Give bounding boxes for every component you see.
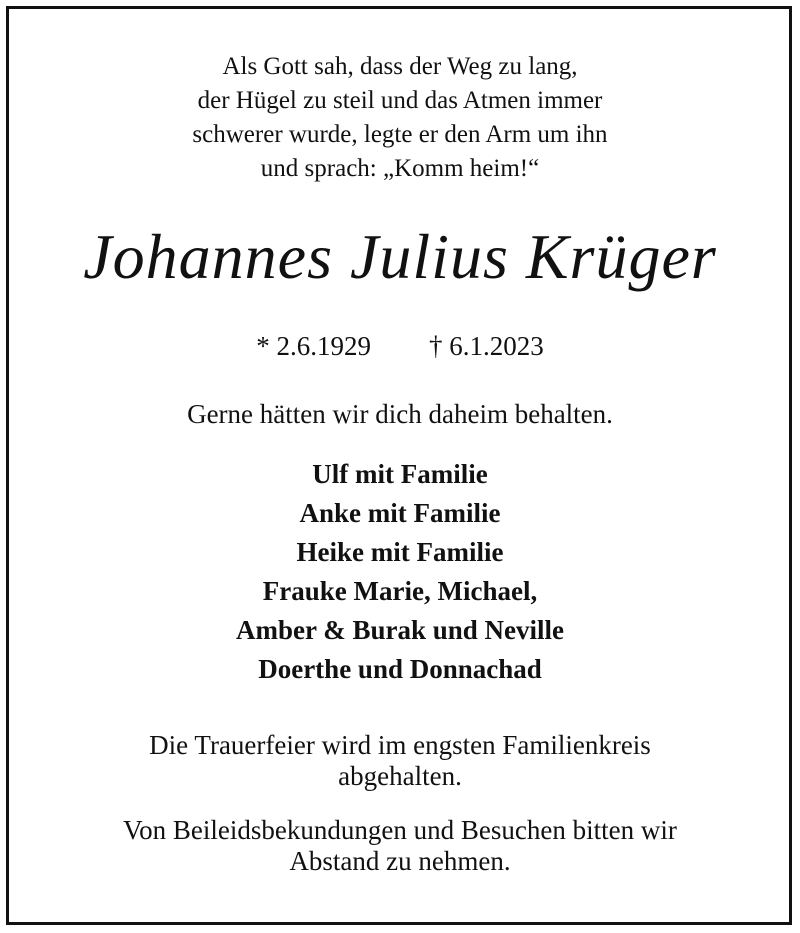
death-date: † 6.1.2023 — [429, 331, 544, 361]
mourners-list — [0, 455, 800, 689]
notice-line: Von Beileidsbekundungen und Besuchen bitten wir — [123, 815, 677, 845]
mourner-line: Ulf mit Familie — [312, 459, 488, 489]
funeral-notice — [0, 730, 800, 792]
memorial-poem — [0, 50, 800, 186]
notice-line: Abstand zu nehmen. — [289, 846, 511, 876]
poem-line: schwerer wurde, legte er den Arm um ihn — [192, 121, 608, 148]
mourner-line: Doerthe und Donnachad — [258, 654, 542, 684]
notice-line: Die Trauerfeier wird im engsten Familienkreis — [149, 730, 651, 760]
poem-line: der Hügel zu steil und das Atmen immer — [197, 87, 603, 114]
mourner-line: Amber & Burak und Neville — [235, 615, 565, 645]
birth-date: * 2.6.1929 — [256, 331, 371, 361]
farewell-line: Gerne hätten wir dich daheim behalten. — [187, 399, 613, 429]
poem-line: Als Gott sah, dass der Weg zu lang, — [222, 53, 578, 80]
condolence-notice — [0, 815, 800, 877]
mourner-line: Heike mit Familie — [296, 537, 504, 567]
deceased-name: Johannes Julius Krüger — [83, 221, 717, 292]
poem-line: und sprach: „Komm heim!“ — [260, 155, 540, 182]
notice-line: abgehalten. — [338, 761, 462, 791]
mourner-line: Frauke Marie, Michael, — [262, 576, 538, 606]
mourner-line: Anke mit Familie — [299, 498, 501, 528]
life-dates — [0, 328, 800, 364]
